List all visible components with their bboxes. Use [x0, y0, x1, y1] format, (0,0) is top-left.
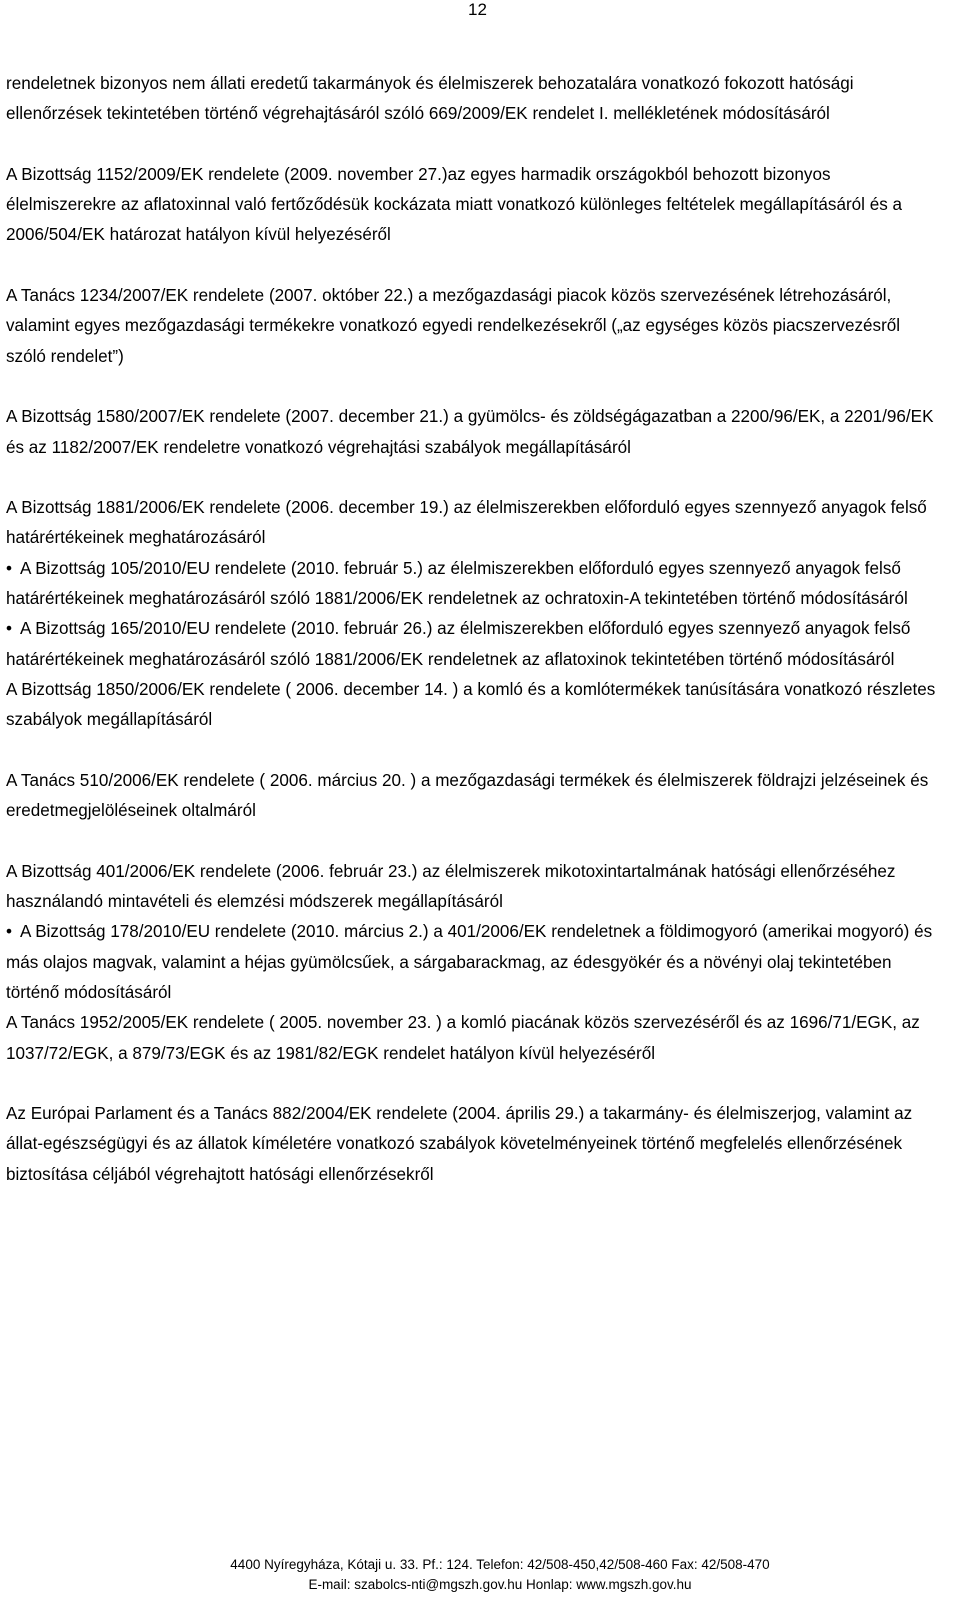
paragraph-1850-2006: A Bizottság 1850/2006/EK rendelete ( 2006. december 14. ) a komló és a komlótermékek tanúsítására vonatkozó részletes szabályok megállapításáról [6, 679, 936, 730]
paragraph-882-2004: Az Európai Parlament és a Tanács 882/2004/EK rendelete (2004. április 29.) a takarmány- és élelmiszerjog, valamint az állat-egészségügyi és az állatok kíméletére vonatkozó szabályok követelményeinek történő megfelelés ellenőrzésének biztosítása céljából végrehajtott hatósági ellenőrzésekről [6, 1104, 913, 1184]
paragraph-1580-2007: A Bizottság 1580/2007/EK rendelete (2007. december 21.) a gyümölcs- és zöldségágazatban a 2200/96/EK, a 2201/96/EK és az 1182/2007/EK rendeletre vonatkozó végrehajtási szabályok megállapításáról [6, 407, 934, 457]
paragraph-669-2009-amendment: rendeletnek bizonyos nem állati eredetű takarmányok és élelmiszerek behozatalára vonatkozó fokozott hatósági ellenőrzések tekintetében történő végrehajtásáról szóló 669/2009/EK rendelet I. mellékletének módosításáról [6, 74, 854, 124]
bullet-item-165-2010 [6, 614, 936, 675]
footer-address: 4400 Nyíregyháza, Kótaji u. 33. Pf.: 124. Telefon: 42/508-450,42/508-460 Fax: 42/508-470 [230, 1557, 770, 1572]
paragraph-510-2006: A Tanács 510/2006/EK rendelete ( 2006. március 20. ) a mezőgazdasági termékek és élelmiszerek földrajzi jelzéseinek és eredetmegjelöléseinek oltalmáról [6, 770, 929, 821]
paragraph-401-2006: A Bizottság 401/2006/EK rendelete (2006. február 23.) az élelmiszerek mikotoxintartalmának hatósági ellenőrzéséhez használandó mintavételi és elemzési módszerek megállapításáról [6, 861, 896, 912]
bullet-item-text: A Bizottság 105/2010/EU rendelete (2010. február 5.) az élelmiszerekben előforduló egyes szennyező anyagok felső határértékeinek meghatározásáról szóló 1881/2006/EK rendeletnek az ochratoxin-A tekintetében történő módosításáról [6, 558, 908, 609]
bullet-item-text: A Bizottság 178/2010/EU rendelete (2010. március 2.) a 401/2006/EK rendeletnek a földimogyoró (amerikai mogyoró) és más olajos magvak, valamint a héjas gyümölcsűek, a sárgabarackmag, az édesgyökér és a növényi olaj tekintetében történő módosításáról [6, 922, 933, 1002]
bullet-icon: • [6, 922, 12, 942]
paragraph-1952-2005: A Tanács 1952/2005/EK rendelete ( 2005. november 23. ) a komló piacának közös szervezéséről és az 1696/71/EGK, az 1037/72/EGK, a 879/73/EGK és az 1981/82/EGK rendelet hatályon kívül helyezéséről [6, 1013, 920, 1063]
bullet-item-105-2010 [6, 554, 936, 615]
bullet-icon: • [6, 558, 12, 578]
page-number: 12 [468, 0, 487, 19]
bullet-icon: • [6, 619, 12, 639]
footer-contact: E-mail: szabolcs-nti@mgszh.gov.hu Honlap: www.mgszh.gov.hu [308, 1577, 692, 1592]
paragraph-1881-2006: A Bizottság 1881/2006/EK rendelete (2006. december 19.) az élelmiszerekben előforduló egyes szennyező anyagok felső határértékeinek meghatározásáról [6, 498, 927, 548]
document-body [6, 69, 936, 1220]
bullet-item-text: A Bizottság 165/2010/EU rendelete (2010. február 26.) az élelmiszerekben előforduló egyes szennyező anyagok felső határértékeinek meghatározásáról szóló 1881/2006/EK rendeletnek az aflatoxinok tekintetében történő módosításáról [6, 619, 911, 669]
page-footer [160, 1555, 840, 1595]
bullet-item-178-2010 [6, 917, 936, 1008]
paragraph-1152-2009: A Bizottság 1152/2009/EK rendelete (2009. november 27.)az egyes harmadik országokból behozott bizonyos élelmiszerekre az aflatoxinnal való fertőződésük kockázata miatt vonatkozó különleges feltételek megállapításáról és a 2006/504/EK határozat hatályon kívül helyezéséről [6, 164, 903, 245]
paragraph-1234-2007: A Tanács 1234/2007/EK rendelete (2007. október 22.) a mezőgazdasági piacok közös szervezésének létrehozásáról, valamint egyes mezőgazdasági termékekre vonatkozó egyedi rendelkezésekről („az egységes közös piacszervezésről szóló rendelet”) [6, 286, 901, 366]
